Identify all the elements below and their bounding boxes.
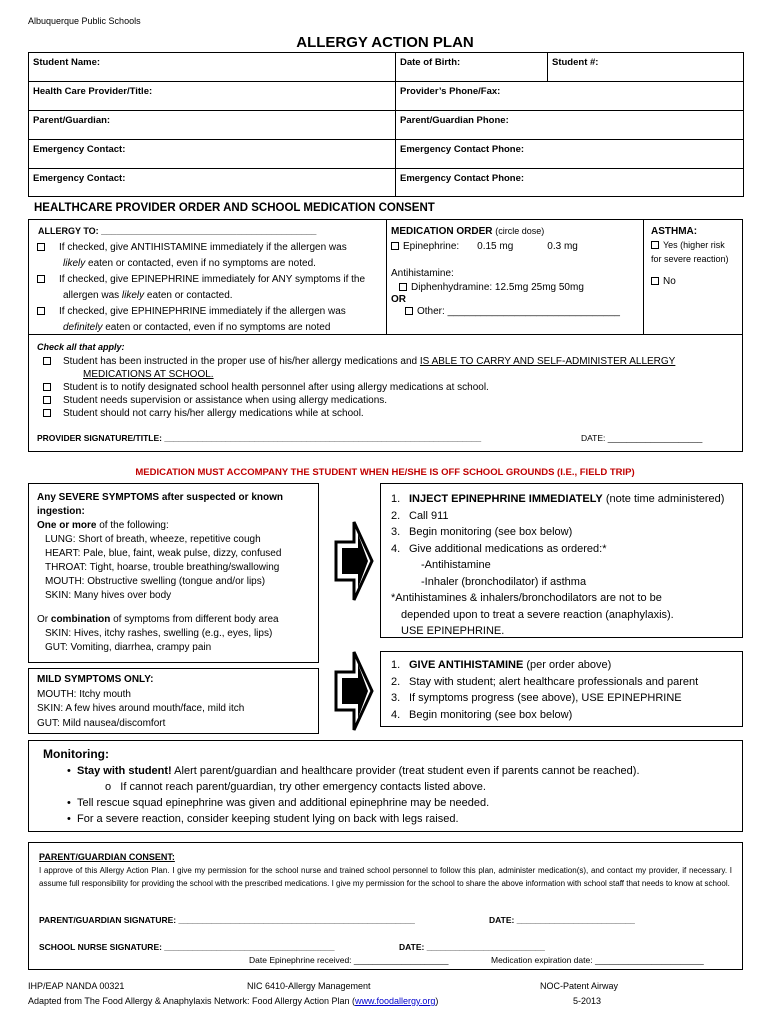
epi-dose-2[interactable]: 0.3 mg [547, 241, 578, 252]
asthma-yes-label-2: for severe reaction) [651, 254, 729, 264]
give-antihistamine-action: GIVE ANTIHISTAMINE [409, 659, 524, 671]
supervision-text: Student needs supervision or assistance when using allergy medications. [63, 395, 388, 406]
dob-field[interactable]: Date of Birth: [396, 53, 548, 82]
supervision-checkbox[interactable] [43, 396, 51, 404]
footer-adapted-end: ) [435, 996, 439, 1006]
mild-skin: SKIN: A few hives around mouth/face, mild itch [37, 703, 245, 714]
heart-symptom: HEART: Pale, blue, faint, weak pulse, dizzy, confused [45, 548, 282, 559]
combo-bold: combination [50, 614, 111, 625]
no-carry-checkbox[interactable] [43, 409, 51, 417]
lung-symptom: LUNG: Short of breath, wheeze, repetitive cough [45, 534, 261, 545]
monitoring-title: Monitoring: [43, 747, 109, 761]
student-number-field[interactable]: Student #: [548, 53, 744, 82]
allergy-to-field[interactable]: ALLERGY TO: ___________________________________________ [38, 226, 317, 236]
self-carry-underline-2: MEDICATIONS AT SCHOOL. [83, 369, 214, 380]
combo-text: of symptoms from different body area [110, 614, 279, 625]
student-name-field[interactable]: Student Name: [29, 53, 396, 82]
skin-combo-symptom: SKIN: Hives, itchy rashes, swelling (e.g., eyes, lips) [45, 628, 273, 639]
emergency-contact-2-field[interactable]: Emergency Contact: [29, 169, 396, 197]
monitoring-stay-bold: Stay with student! [76, 765, 172, 777]
stay-with-student-action: Stay with student; alert healthcare professionals and parent [409, 675, 699, 688]
give-antihistamine-note: (per order above) [523, 659, 612, 671]
note-line-3: USE EPINEPHRINE. [401, 625, 505, 637]
option-3-text: If checked, give EPHINEPHRINE immediately if the allergen was [59, 306, 346, 317]
monitoring-box [28, 740, 743, 832]
other-checkbox[interactable] [405, 307, 413, 315]
epinephrine-checkbox[interactable] [37, 275, 45, 283]
gut-combo-symptom: GUT: Vomiting, diarrhea, crampy pain [45, 642, 212, 653]
asthma-label: ASTHMA: [651, 226, 698, 237]
other-field[interactable]: Other: _______________________________ [417, 306, 620, 317]
emergency-phone-2-field[interactable]: Emergency Contact Phone: [396, 169, 744, 197]
footer-date: 5-2013 [573, 996, 602, 1006]
check-all-title: Check all that apply: [37, 342, 125, 352]
asthma-no-checkbox[interactable] [651, 277, 659, 285]
footer-ihp: IHP/EAP NANDA 00321 [28, 981, 125, 991]
mild-mouth: MOUTH: Itchy mouth [37, 688, 131, 700]
self-carry-underline: IS ABLE TO CARRY AND SELF-ADMINISTER ALLERGY [419, 356, 676, 367]
mouth-symptom: MOUTH: Obstructive swelling (tongue and/or lips) [45, 576, 266, 587]
option-3-definitely: definitely [63, 322, 103, 333]
antihistamine-checkbox[interactable] [37, 243, 45, 251]
bullet-icon: • [67, 765, 71, 777]
check-all-box [28, 335, 743, 452]
option-2-likely: likely [121, 290, 145, 301]
org-name: Albuquerque Public Schools [28, 16, 141, 26]
nurse-date-field[interactable]: DATE: _________________________ [399, 942, 545, 952]
antihistamine-sub: -Antihistamine [421, 559, 491, 571]
parent-signature-field[interactable]: PARENT/GUARDIAN SIGNATURE: __________________________________________________ [39, 915, 415, 925]
foodallergy-link[interactable]: www.foodallergy.org [355, 996, 436, 1006]
option-2-text: If checked, give EPINEPHRINE immediately for ANY symptoms if the [59, 274, 366, 285]
self-carry-checkbox[interactable] [43, 357, 51, 365]
skin-symptom: SKIN: Many hives over body [45, 590, 172, 601]
asthma-yes-label: Yes (higher risk [663, 240, 725, 250]
notify-checkbox[interactable] [43, 383, 51, 391]
begin-monitoring-action: Begin monitoring (see box below) [409, 526, 573, 538]
self-carry-text: Student has been instructed in the proper use of his/her allergy medications and [63, 356, 420, 367]
one-or-more-label: One or more [37, 520, 97, 531]
additional-meds-action: Give additional medications as ordered:* [409, 542, 607, 555]
page-title: ALLERGY ACTION PLAN [296, 34, 474, 51]
field-trip-warning: MEDICATION MUST ACCOMPANY THE STUDENT WHEN HE/SHE IS OFF SCHOOL GROUNDS (I.E., FIELD TRIP) [135, 467, 635, 478]
note-line-2: depended upon to treat a severe reaction (anaphylaxis). [401, 608, 674, 621]
diphen-label: Diphenhydramine: 12.5mg 25mg 50mg [411, 282, 584, 293]
severe-title-2: ingestion: [37, 506, 85, 517]
epi-received-field[interactable]: Date Epinephrine received: ____________________ [249, 955, 449, 965]
footer-nic: NIC 6410-Allergy Management [247, 981, 371, 991]
asthma-yes-checkbox[interactable] [651, 241, 659, 249]
notify-text: Student is to notify designated school health personnel after using allergy medications at school. [63, 382, 489, 393]
mild-monitoring-action: Begin monitoring (see box below) [409, 708, 573, 721]
combo-pre: Or [37, 614, 51, 625]
order-box [28, 219, 743, 335]
step-num: 1. [391, 493, 401, 505]
mild-actions-box: 1. GIVE ANTIHISTAMINE (per order above) 2. Stay with student; alert healthcare professionals and parent 3. If symptoms progress (see above), USE EPINEPHRINE 4. Begin monitoring (see box below) [380, 651, 743, 727]
ephinephrine-checkbox[interactable] [37, 307, 45, 315]
info-grid [28, 52, 744, 197]
footer-noc: NOC-Patent Airway [540, 981, 619, 991]
severe-title: Any SEVERE SYMPTOMS after suspected or known [37, 492, 283, 503]
mild-gut: GUT: Mild nausea/discomfort [37, 717, 166, 729]
arrow-right-icon [334, 520, 374, 602]
option-3-text-2: eaten or contacted, even if no symptoms are noted [102, 322, 331, 333]
call-911-action: Call 911 [409, 509, 449, 522]
med-order-title: MEDICATION ORDER [391, 226, 493, 237]
provider-field[interactable]: Health Care Provider/Title: [29, 82, 396, 111]
monitoring-stay-text: Alert parent/guardian and healthcare provider (treat student even if parents cannot be reached). [171, 765, 640, 777]
parent-date-field[interactable]: DATE: _________________________ [489, 915, 635, 925]
progress-action: If symptoms progress (see above), USE EPINEPHRINE [409, 692, 682, 704]
option-1-likely: likely [63, 258, 86, 269]
diphen-checkbox[interactable] [399, 283, 407, 291]
bullet-icon: • [67, 813, 71, 825]
med-expiration-field[interactable]: Medication expiration date: _______________________ [491, 955, 704, 965]
provider-signature-field[interactable]: PROVIDER SIGNATURE/TITLE: ___________________________________________________________________ [37, 433, 482, 443]
inhaler-sub: -Inhaler (bronchodilator) if asthma [421, 575, 587, 588]
no-carry-text: Student should not carry his/her allergy medications while at school. [63, 408, 364, 419]
order-heading: HEALTHCARE PROVIDER ORDER AND SCHOOL MEDICATION CONSENT [34, 202, 435, 214]
severe-actions-box: 1. INJECT EPINEPHRINE IMMEDIATELY (note time administered) 2. Call 911 3. Begin monitoring (see box below) 4. Give additional medications as ordered:* -Antihistamine -Inhaler (bronchodilator) if asthma *Antihistamines & inhalers/bronchodilators are not to be depended upon to treat a severe reaction (anaphylaxis). USE EPINEPHRINE. [380, 483, 743, 638]
antihist-label: Antihistamine: [391, 268, 454, 279]
parent-phone-field[interactable]: Parent/Guardian Phone: [396, 111, 744, 140]
circle-bullet-icon: o [105, 781, 112, 793]
epi-dose-1[interactable]: 0.15 mg [477, 241, 514, 252]
option-1-text-2: eaten or contacted, even if no symptoms are noted. [85, 258, 316, 269]
arrow-right-icon [334, 650, 374, 732]
consent-text: I approve of this Allergy Action Plan. I give my permission for the school nurse and trained school personnel to follow this plan, administer medication(s), and contact my provider, if necessary. I assume full responsibility for providing the school with the prescribed medications. I give my permission for the school to share the above information with school staff that needs to know at school. [39, 866, 732, 888]
option-2-pre: allergen was [63, 290, 122, 301]
note-line-1: *Antihistamines & inhalers/bronchodilators are not to be [391, 592, 662, 604]
med-order-circle: (circle dose) [495, 226, 545, 236]
provider-date-field[interactable]: DATE: ____________________ [581, 433, 703, 443]
inject-epi-action: INJECT EPINEPHRINE IMMEDIATELY [409, 493, 603, 505]
one-or-more-text: of the following: [96, 520, 169, 531]
footer-adapted: Adapted from The Food Allergy & Anaphylaxis Network: Food Allergy Action Plan ( [28, 996, 356, 1006]
or-label: OR [391, 294, 406, 305]
option-1-text: If checked, give ANTIHISTAMINE immediately if the allergen was [59, 242, 347, 253]
asthma-no-label: No [663, 276, 676, 287]
epinephrine-med-checkbox[interactable] [391, 242, 399, 250]
consent-title: PARENT/GUARDIAN CONSENT: [39, 852, 175, 862]
consent-box [28, 842, 743, 970]
epi-label: Epinephrine: [403, 241, 460, 252]
throat-symptom: THROAT: Tight, hoarse, trouble breathing/swallowing [45, 562, 280, 573]
severe-symptoms-box [28, 483, 319, 663]
monitoring-rescue-text: Tell rescue squad epinephrine was given and additional epinephrine may be needed. [76, 797, 490, 809]
emergency-phone-1-field[interactable]: Emergency Contact Phone: [396, 140, 744, 169]
bullet-icon: • [67, 797, 71, 809]
parent-field[interactable]: Parent/Guardian: [29, 111, 396, 140]
inject-epi-note: (note time administered) [602, 493, 725, 505]
option-2-text-2: eaten or contacted. [144, 290, 233, 301]
monitoring-reach-text: If cannot reach parent/guardian, try other emergency contacts listed above. [120, 781, 486, 793]
provider-phone-field[interactable]: Provider’s Phone/Fax: [396, 82, 744, 111]
monitoring-lying-text: For a severe reaction, consider keeping student lying on back with legs raised. [76, 813, 459, 825]
mild-title: MILD SYMPTOMS ONLY: [37, 674, 154, 685]
emergency-contact-1-field[interactable]: Emergency Contact: [29, 140, 396, 169]
mild-symptoms-box [28, 668, 319, 734]
nurse-signature-field[interactable]: SCHOOL NURSE SIGNATURE: ____________________________________ [39, 942, 335, 952]
